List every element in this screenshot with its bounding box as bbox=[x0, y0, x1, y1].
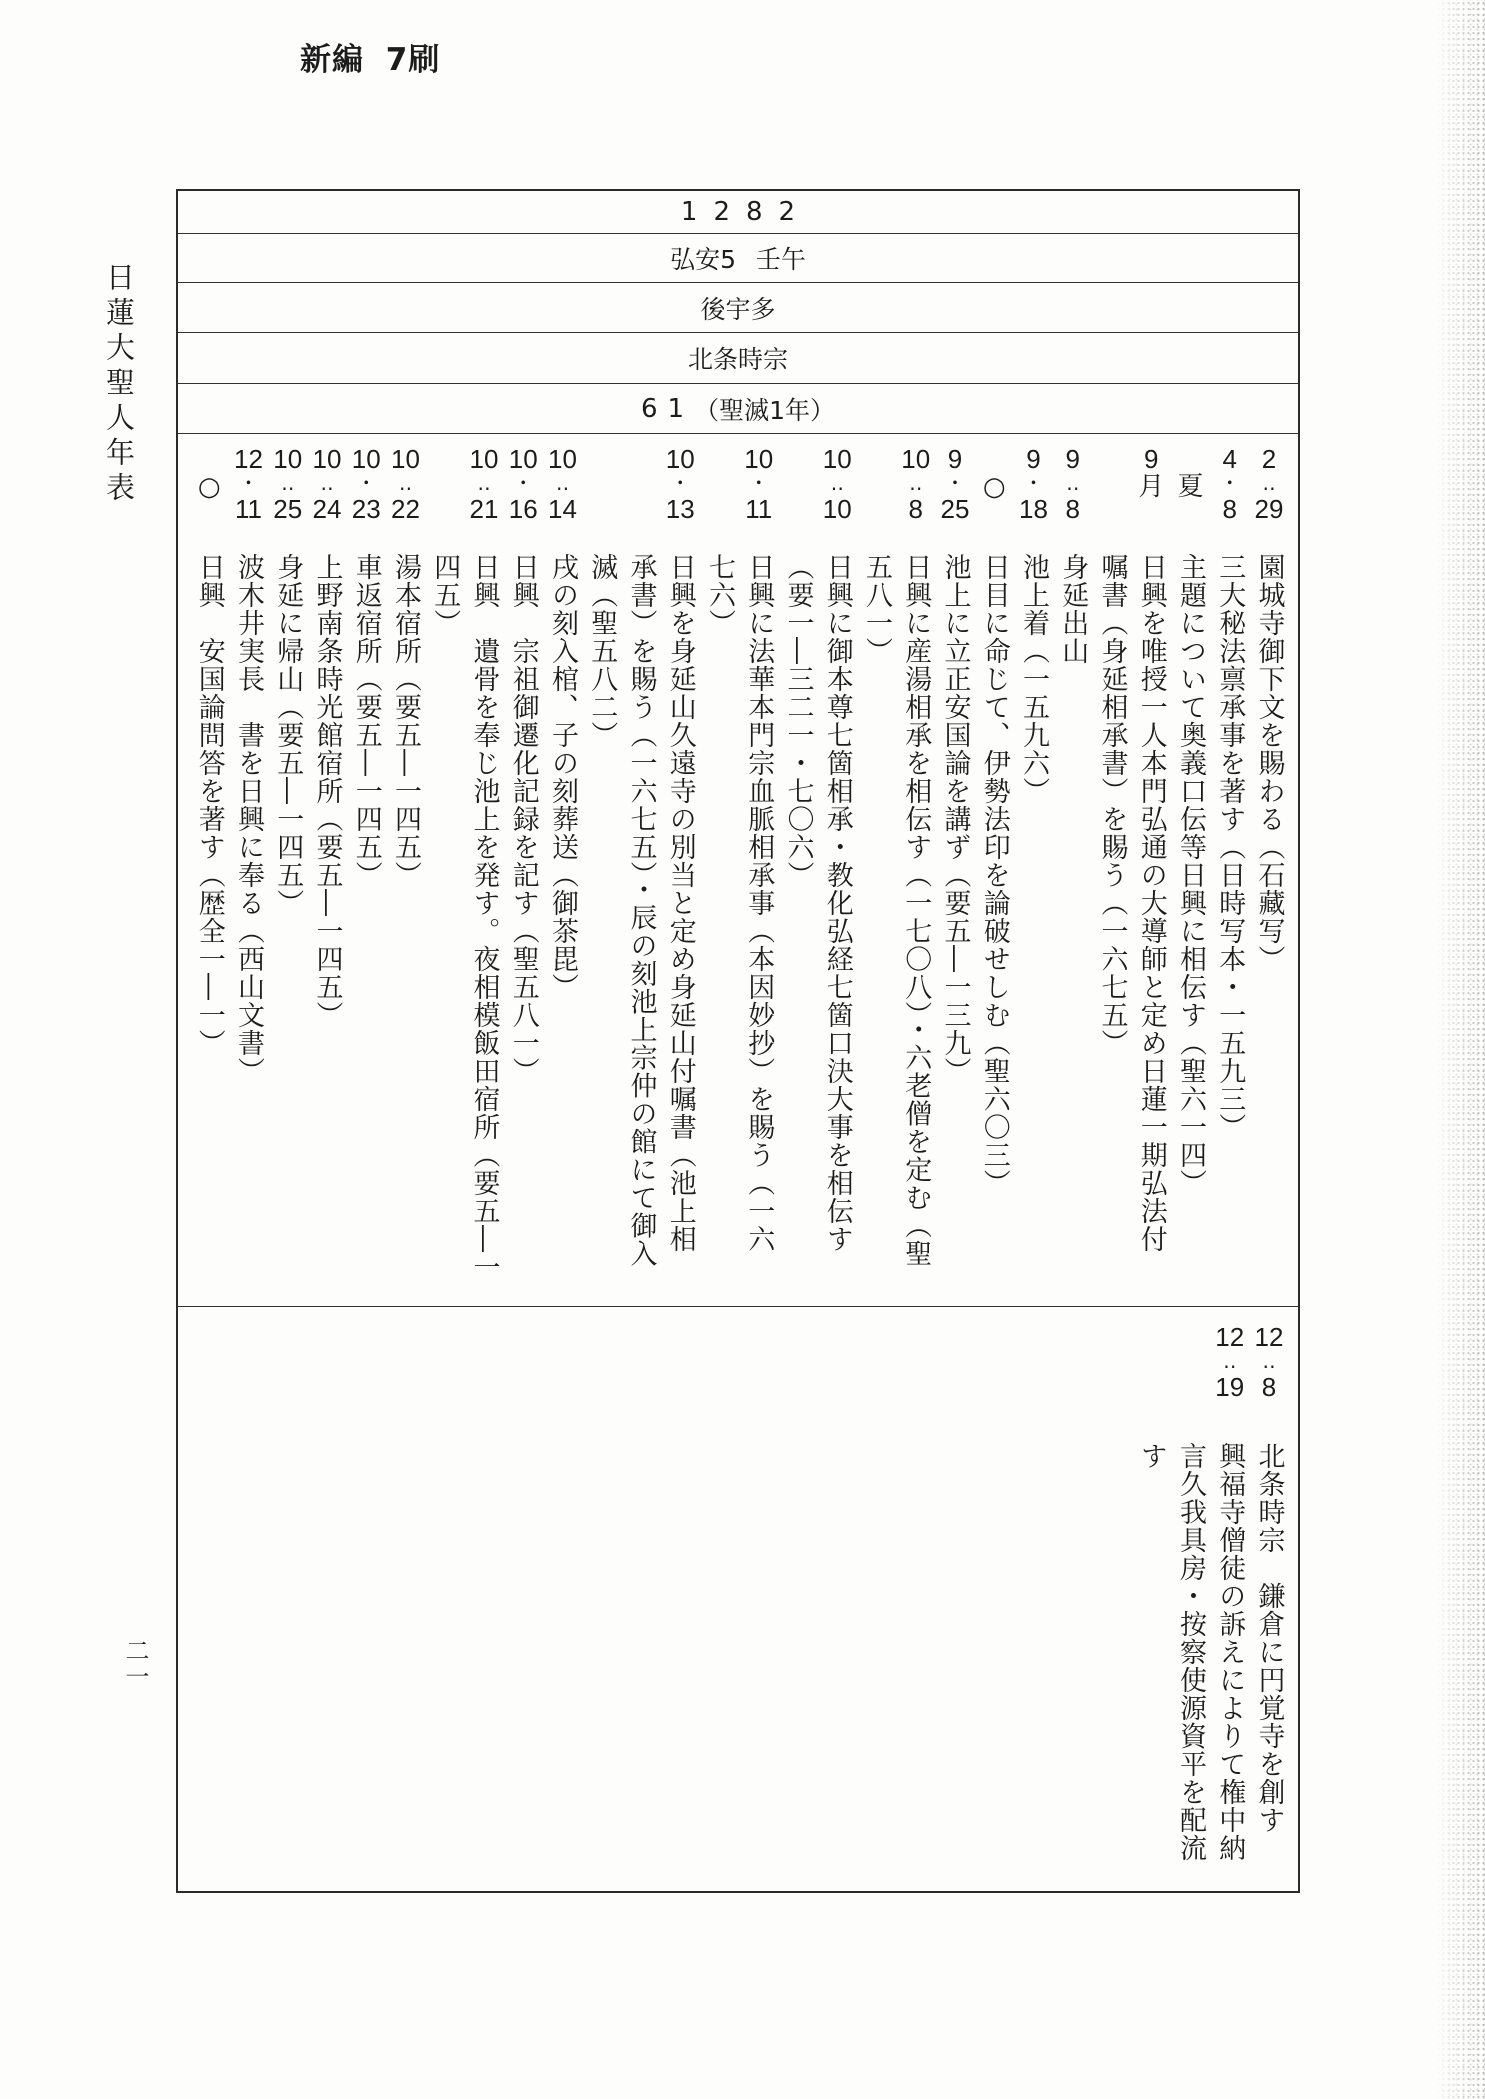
world-event-text-column: 北条時宗 鎌倉に円覚寺を創す bbox=[1253, 1442, 1285, 1834]
date-month: 10 bbox=[548, 444, 577, 474]
date-month: 10 bbox=[665, 444, 695, 474]
scan-edge-fade bbox=[1436, 0, 1485, 2099]
date-separator: ‥ bbox=[281, 473, 295, 495]
date-day: 14 bbox=[548, 494, 577, 524]
event-text-column: 日興を唯授一人本門弘通の大導師と定め日蓮一期弘法付 bbox=[1135, 553, 1167, 1253]
event-text-column: 波木井実長 書を日興に奉る（西山文書） bbox=[233, 553, 264, 1085]
date-separator: ‥ bbox=[320, 473, 334, 495]
events-section bbox=[178, 434, 1298, 1307]
event-date bbox=[739, 445, 778, 523]
world-event-text-column-continued: す bbox=[1135, 1442, 1167, 1470]
event-text-column: 主題について奥義口伝等日興に相伝す（聖六一四） bbox=[1175, 553, 1206, 1197]
year-row bbox=[178, 191, 1298, 234]
regent-label: 北条時宗 bbox=[687, 345, 788, 374]
event-text-column: 日目に命じて、伊勢法印を論破せしむ（聖六〇三） bbox=[978, 553, 1010, 1197]
world-events-section bbox=[178, 1307, 1298, 1891]
date-month: 4 bbox=[1222, 444, 1237, 474]
date-day: 8 bbox=[1222, 494, 1237, 524]
event-date bbox=[1210, 445, 1249, 523]
age-number: 61 bbox=[641, 393, 695, 424]
date-separator: ・ bbox=[356, 473, 377, 495]
era-row bbox=[178, 234, 1298, 283]
side-title: 日蓮大聖人年表 bbox=[102, 262, 136, 507]
date-separator: ・ bbox=[1023, 473, 1044, 495]
date-separator: ‥ bbox=[1262, 1351, 1276, 1373]
event-date bbox=[347, 445, 386, 523]
date-day: 24 bbox=[312, 494, 342, 524]
event-text-column: 日興に産湯相承を相伝す（一七〇八）・六老僧を定む（聖 bbox=[900, 553, 932, 1268]
date-day: 18 bbox=[1019, 494, 1048, 524]
event-date bbox=[661, 445, 700, 523]
date-separator: ‥ bbox=[830, 473, 844, 495]
date-day: 29 bbox=[1254, 494, 1284, 524]
date-month: 10 bbox=[901, 444, 931, 474]
event-text-column: 日興 遺骨を奉じ池上を発す。夜相模飯田宿所（要五―一 bbox=[468, 553, 500, 1281]
event-date bbox=[896, 445, 935, 523]
date-separator: ・ bbox=[513, 473, 534, 495]
date-day: 19 bbox=[1215, 1372, 1245, 1402]
date-separator: ‥ bbox=[1262, 473, 1276, 495]
event-text-column-continued: 五八一） bbox=[861, 553, 892, 665]
date-separator: ‥ bbox=[1066, 473, 1080, 495]
event-date bbox=[543, 445, 582, 523]
page-number: 二一 bbox=[121, 1638, 149, 1690]
date-month: 10 bbox=[508, 444, 538, 474]
date-separator: ‥ bbox=[909, 473, 923, 495]
date-day: 10 bbox=[822, 494, 852, 524]
emperor-row bbox=[178, 283, 1298, 333]
date-month: 12 bbox=[1254, 1322, 1284, 1352]
event-date bbox=[308, 445, 347, 523]
date-day: 8 bbox=[1065, 494, 1080, 524]
event-text-column: 身延に帰山（要五―一四五） bbox=[272, 553, 304, 917]
event-date bbox=[386, 445, 425, 523]
date-month-suffix: 月 bbox=[1138, 472, 1165, 502]
event-text-column-continued: 嘱書（身延相承書）を賜う（一六七五） bbox=[1096, 553, 1128, 1057]
date-month: 10 bbox=[391, 444, 420, 474]
event-text-column: 日興を身延山久遠寺の別当と定め身延山付嘱書（池上相 bbox=[664, 553, 696, 1253]
date-day: 22 bbox=[391, 494, 420, 524]
date-month: 10 bbox=[744, 444, 774, 474]
date-day: 8 bbox=[1261, 1372, 1277, 1402]
date-circle-marker: ○ bbox=[982, 472, 1006, 502]
event-text-column: 日興 安国論問答を著す（歴全一―一） bbox=[193, 553, 225, 1057]
event-text-column: 池上着（一五九六） bbox=[1018, 553, 1049, 805]
edition-label: 新編 7刷 bbox=[300, 42, 441, 78]
event-date bbox=[1250, 445, 1289, 523]
date-month: 9 bbox=[947, 444, 963, 474]
event-date bbox=[936, 445, 975, 523]
era-label: 弘安5 壬午 bbox=[670, 245, 806, 274]
event-text-column: 日興に法華本門宗血脈相承事（本因妙抄）を賜う（一六 bbox=[743, 553, 775, 1253]
date-separator: ・ bbox=[945, 473, 965, 495]
chronology-table bbox=[176, 189, 1300, 1893]
event-text-column-continued: 滅（聖五八二） bbox=[586, 553, 618, 749]
date-month: 9 bbox=[1026, 444, 1041, 474]
event-date bbox=[1014, 445, 1053, 523]
date-month: 10 bbox=[312, 444, 342, 474]
event-text-column: 湯本宿所（要五―一四五） bbox=[390, 553, 421, 889]
event-text-column-continued: 七六） bbox=[704, 553, 735, 637]
date-month: 9 bbox=[1144, 444, 1159, 474]
date-day: 16 bbox=[508, 494, 538, 524]
date-month: 10 bbox=[822, 444, 852, 474]
world-event-date bbox=[1250, 1323, 1289, 1401]
event-text-column-continued: 承書）を賜う（一六七五）・辰の刻池上宗仲の館にて御入 bbox=[625, 553, 657, 1268]
date-circle-marker: ○ bbox=[197, 472, 221, 502]
event-text-column: 戌の刻入棺、子の刻葬送（御茶毘） bbox=[547, 553, 578, 1001]
emperor-label: 後宇多 bbox=[700, 294, 776, 324]
date-season: 夏 bbox=[1177, 472, 1204, 502]
date-day: 21 bbox=[469, 494, 499, 524]
event-date bbox=[190, 445, 229, 501]
age-note: （聖滅1年） bbox=[694, 395, 835, 425]
date-separator: ‥ bbox=[477, 473, 491, 495]
world-event-date bbox=[1210, 1323, 1249, 1401]
world-event-text-column-continued: 言久我具房・按察使源資平を配流 bbox=[1175, 1442, 1206, 1862]
date-day: 25 bbox=[940, 494, 970, 524]
event-text-column: 日興に御本尊七箇相承・教化弘経七箇口決大事を相伝す bbox=[821, 553, 853, 1253]
event-text-column: 車返宿所（要五―一四五） bbox=[350, 553, 382, 889]
event-date bbox=[229, 445, 268, 523]
event-date bbox=[1132, 445, 1171, 501]
date-separator: ‥ bbox=[1223, 1351, 1237, 1373]
age-row bbox=[178, 384, 1298, 434]
date-separator: ‥ bbox=[398, 473, 413, 495]
event-text-column-continued: 四五） bbox=[429, 553, 461, 637]
date-month: 12 bbox=[234, 444, 263, 474]
date-separator: ・ bbox=[748, 473, 769, 495]
event-text-column: 三大秘法禀承事を著す（日時写本・一五九三） bbox=[1214, 553, 1246, 1141]
date-day: 11 bbox=[745, 494, 773, 524]
date-day: 23 bbox=[351, 494, 381, 524]
date-separator: ・ bbox=[238, 473, 259, 495]
date-month: 10 bbox=[351, 444, 381, 474]
year-label: 1282 bbox=[680, 197, 812, 227]
date-day: 25 bbox=[273, 494, 303, 524]
date-month: 9 bbox=[1065, 444, 1080, 474]
regent-row bbox=[178, 333, 1298, 384]
date-month: 10 bbox=[273, 444, 303, 474]
event-text-column: 日興 宗祖御遷化記録を記す（聖五八一） bbox=[507, 553, 539, 1085]
world-event-text-column: 興福寺僧徒の訴えによりて権中納 bbox=[1214, 1442, 1246, 1862]
event-text-column: 園城寺御下文を賜わる（石藏写） bbox=[1253, 553, 1285, 973]
date-month: 10 bbox=[469, 444, 499, 474]
event-date bbox=[465, 445, 504, 523]
date-month: 12 bbox=[1215, 1322, 1245, 1352]
event-text-column-continued: （要一―三二一・七〇六） bbox=[782, 553, 814, 889]
event-date bbox=[504, 445, 543, 523]
date-day: 8 bbox=[908, 494, 923, 524]
event-text-column: 池上に立正安国論を講ず（要五―一三九） bbox=[939, 553, 971, 1085]
date-separator: ‥ bbox=[555, 473, 570, 495]
date-day: 11 bbox=[235, 494, 262, 524]
event-date bbox=[1053, 445, 1092, 523]
event-date bbox=[268, 445, 307, 523]
date-day: 13 bbox=[665, 494, 695, 524]
date-month: 2 bbox=[1261, 444, 1277, 474]
date-separator: ・ bbox=[1219, 473, 1240, 495]
event-date bbox=[1171, 445, 1210, 501]
event-text-column: 上野南条時光館宿所（要五―一四五） bbox=[311, 553, 343, 1029]
event-date bbox=[975, 445, 1014, 501]
event-date bbox=[818, 445, 857, 523]
event-text-column: 身延出山 bbox=[1057, 553, 1089, 665]
date-separator: ・ bbox=[670, 473, 691, 495]
